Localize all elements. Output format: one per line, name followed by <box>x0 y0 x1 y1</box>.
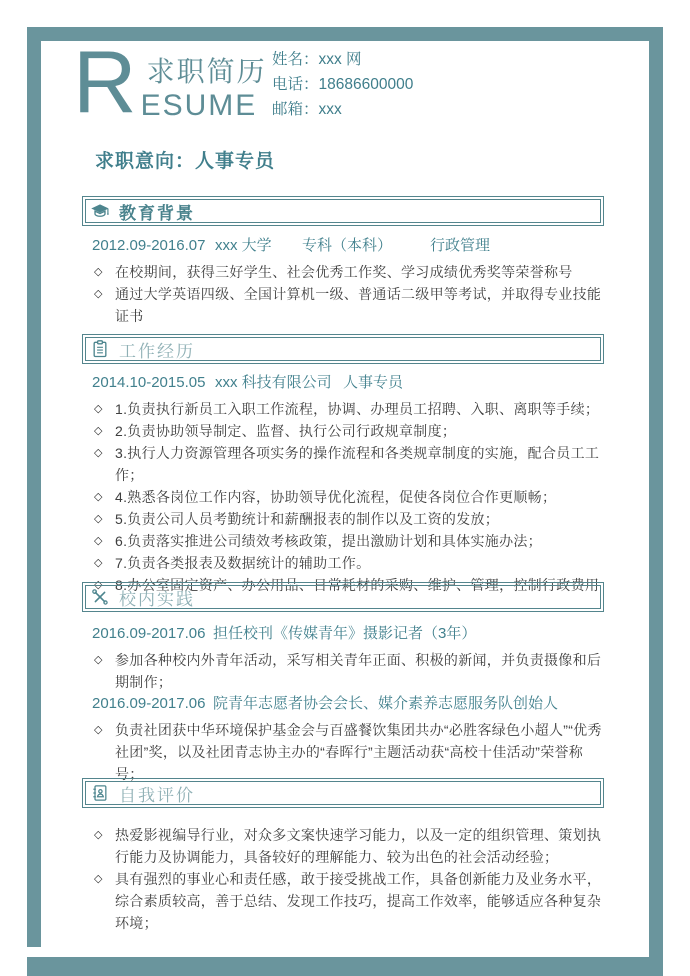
bullet-text: 负责社团获中华环境保护基金会与百盛餐饮集团共办“必胜客绿色小超人”“优秀社团”奖，以及社团青志协主办的“春晖行”主题活动获“高校十佳活动”荣誉称号； <box>115 722 602 782</box>
work-bullet-list <box>92 398 604 596</box>
work-company: xxx 科技有限公司 <box>215 374 332 391</box>
campus-role: 担任校刊《传媒青年》摄影记者（3年） <box>213 625 477 642</box>
bullet-text: 4.熟悉各岗位工作内容，协助领导优化流程，促使各岗位合作更顺畅； <box>115 489 557 505</box>
education-school: xxx 大学 <box>215 237 272 254</box>
education-degree: 专科（本科） <box>302 237 393 254</box>
address-book-icon <box>90 783 110 803</box>
frame-bottom-bar <box>27 957 663 976</box>
campus-bullet-list <box>92 649 604 693</box>
diamond-bullet-icon: ◇ <box>94 403 103 415</box>
diamond-bullet-icon: ◇ <box>94 535 103 547</box>
education-header-box <box>82 196 604 226</box>
header-title-stack <box>141 50 267 128</box>
bullet-text: 通过大学英语四级、全国计算机一级、普通话二级甲等考试，并取得专业技能证书 <box>115 286 602 324</box>
diamond-bullet-icon: ◇ <box>94 447 103 459</box>
diamond-bullet-icon: ◇ <box>94 425 103 437</box>
work-date: 2014.10-2015.05 <box>92 374 206 391</box>
work-header-box <box>82 334 604 364</box>
list-item <box>92 530 604 552</box>
bullet-text: 在校期间，获得三好学生、社会优秀工作奖、学习成绩优秀奖等荣誉称号 <box>115 264 573 280</box>
section-campus-practice <box>82 582 604 785</box>
resume-title-cn: 求职简历 <box>146 56 267 87</box>
campus-timeline-row <box>92 624 604 644</box>
list-item <box>92 261 604 283</box>
diamond-bullet-icon: ◇ <box>94 654 103 666</box>
section-title: 工作经历 <box>119 341 195 361</box>
section-self-evaluation <box>82 778 604 934</box>
self-evaluation-header-box <box>82 778 604 808</box>
list-item <box>92 719 604 785</box>
contact-phone: 电话：18686600000 <box>272 76 414 93</box>
list-item <box>92 420 604 442</box>
contact-block <box>272 47 413 122</box>
clipboard-icon <box>90 339 110 359</box>
header <box>73 32 267 131</box>
resume-title-en: ESUME <box>140 89 258 122</box>
bullet-text: 7.负责各类报表及数据统计的辅助工作。 <box>115 555 371 571</box>
list-item <box>92 442 604 486</box>
education-major: 行政管理 <box>430 237 491 254</box>
education-timeline-row <box>92 236 604 256</box>
resume-big-letter: R <box>73 32 137 131</box>
diamond-bullet-icon: ◇ <box>94 579 103 591</box>
work-role: 人事专员 <box>343 374 404 391</box>
contact-name: 姓名：xxx 网 <box>272 51 362 68</box>
list-item <box>92 868 604 934</box>
campus-timeline-row <box>92 694 604 714</box>
bullet-text: 1.负责执行新员工入职工作流程，协调、办理员工招聘、入职、离职等手续； <box>115 401 600 417</box>
self-evaluation-bullet-list <box>92 824 604 934</box>
bullet-text: 参加各种校内外青年活动，采写相关青年正面、积极的新闻，并负责摄像和后期制作； <box>115 652 602 690</box>
diamond-bullet-icon: ◇ <box>94 557 103 569</box>
diamond-bullet-icon: ◇ <box>94 829 103 841</box>
campus-date: 2016.09-2017.06 <box>92 695 206 712</box>
campus-bullet-list <box>92 719 604 785</box>
bullet-text: 5.负责公司人员考勤统计和薪酬报表的制作以及工资的发放； <box>115 511 500 527</box>
campus-role: 院青年志愿者协会会长、媒介素养志愿服务队创始人 <box>213 695 559 712</box>
diamond-bullet-icon: ◇ <box>94 288 103 300</box>
diamond-bullet-icon: ◇ <box>94 873 103 885</box>
diamond-bullet-icon: ◇ <box>94 491 103 503</box>
contact-email: 邮箱：xxx <box>272 101 342 118</box>
job-objective: 求职意向：人事专员 <box>95 151 276 172</box>
section-title: 教育背景 <box>119 203 195 223</box>
section-title: 校内实践 <box>119 589 195 609</box>
bullet-text: 具有强烈的事业心和责任感，敢于接受挑战工作，具备创新能力及业务水平，综合素质较高，善于总结、发现工作技巧，提高工作效率，能够适应各种复杂环境； <box>115 871 602 931</box>
section-work <box>82 334 604 596</box>
list-item <box>92 398 604 420</box>
list-item <box>92 824 604 868</box>
section-education <box>82 196 604 327</box>
campus-header-box <box>82 582 604 612</box>
list-item <box>92 486 604 508</box>
frame-right-bar <box>649 27 663 976</box>
graduation-cap-icon <box>90 201 110 221</box>
campus-date: 2016.09-2017.06 <box>92 625 206 642</box>
section-title: 自我评价 <box>119 785 195 805</box>
education-date: 2012.09-2016.07 <box>92 237 206 254</box>
bullet-text: 6.负责落实推进公司绩效考核政策，提出激励计划和具体实施办法； <box>115 533 542 549</box>
bullet-text: 3.执行人力资源管理各项实务的操作流程和各类规章制度的实施，配合员工工作； <box>115 445 600 483</box>
list-item <box>92 283 604 327</box>
education-bullet-list <box>92 261 604 327</box>
diamond-bullet-icon: ◇ <box>94 724 103 736</box>
crossed-tools-icon <box>90 587 110 607</box>
work-timeline-row <box>92 373 604 393</box>
list-item <box>92 649 604 693</box>
diamond-bullet-icon: ◇ <box>94 266 103 278</box>
list-item <box>92 552 604 574</box>
frame-left-bar <box>27 27 41 947</box>
bullet-text: 2.负责协助领导制定、监督、执行公司行政规章制度； <box>115 423 457 439</box>
diamond-bullet-icon: ◇ <box>94 513 103 525</box>
bullet-text: 8.办公室固定资产、办公用品、日常耗材的采购、维护、管理，控制行政费用 <box>115 577 600 593</box>
bullet-text: 热爱影视编导行业，对众多文案快速学习能力，以及一定的组织管理、策划执行能力及协调能力，具备较好的理解能力、较为出色的社会活动经验； <box>115 827 602 865</box>
list-item <box>92 508 604 530</box>
